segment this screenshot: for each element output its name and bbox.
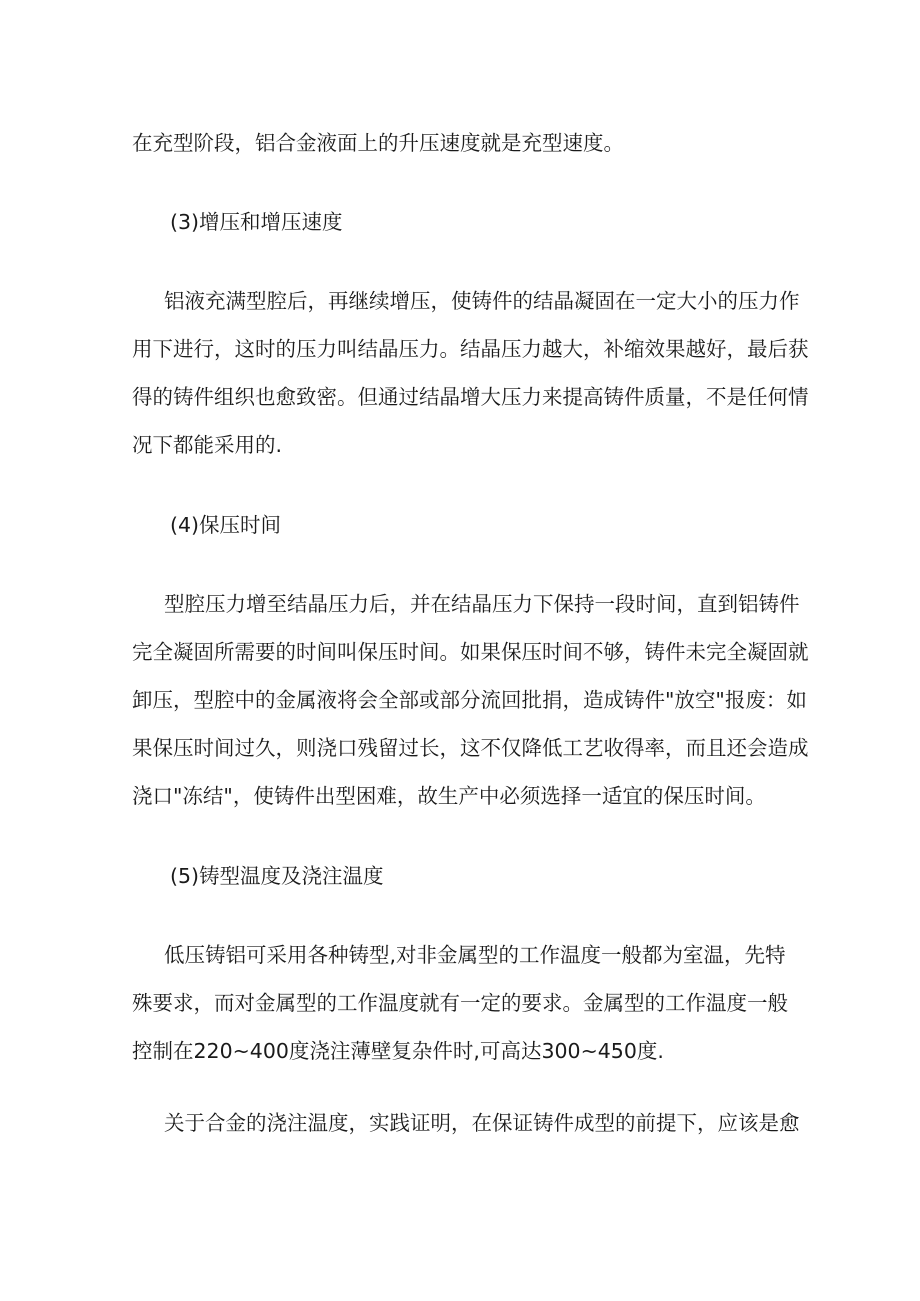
paragraph-2-line-1: 铝液充满型腔后，再继续增压，使铸件的结晶凝固在一定大小的压力作 [164,289,800,313]
paragraph-3-line-3: 卸压，型腔中的金属液将会全部或部分流回批捐，造成铸件"放空"报废：如 [132,688,807,712]
paragraph-2-line-4: 况下都能采用的. [132,433,283,457]
section-heading-3: (3)增压和增压速度 [170,210,343,234]
paragraph-1-line-1: 在充型阶段，铝合金液面上的升压速度就是充型速度。 [132,131,624,155]
paragraph-3-line-5: 浇口"冻结"，使铸件出型困难，故生产中必须选择一适宜的保压时间。 [132,784,766,808]
paragraph-2-line-2: 用下进行，这时的压力叫结晶压力。结晶压力越大，补缩效果越好，最后获 [132,337,809,361]
paragraph-3-line-4: 果保压时间过久，则浇口残留过长，这不仅降低工艺收得率，而且还会造成 [132,736,809,760]
paragraph-4-line-2: 殊要求，而对金属型的工作温度就有一定的要求。金属型的工作温度一般 [132,991,788,1015]
paragraph-3-line-2: 完全凝固所需要的时间叫保压时间。如果保压时间不够，铸件未完全凝固就 [132,640,809,664]
paragraph-2-line-3: 得的铸件组织也愈致密。但通过结晶增大压力来提高铸件质量，不是任何情 [132,385,809,409]
paragraph-4-line-3: 控制在220~400度浇注薄壁复杂件时,可高达300~450度. [132,1039,664,1063]
paragraph-5-line-1: 关于合金的浇注温度，实践证明，在保证铸件成型的前提下，应该是愈 [164,1111,800,1135]
paragraph-3-line-1: 型腔压力增至结晶压力后，并在结晶压力下保持一段时间，直到铝铸件 [164,592,800,616]
paragraph-4-line-1: 低压铸铝可采用各种铸型,对非金属型的工作温度一般都为室温，先特 [164,943,786,967]
section-heading-4: (4)保压时间 [170,513,282,537]
section-heading-5: (5)铸型温度及浇注温度 [170,864,384,888]
